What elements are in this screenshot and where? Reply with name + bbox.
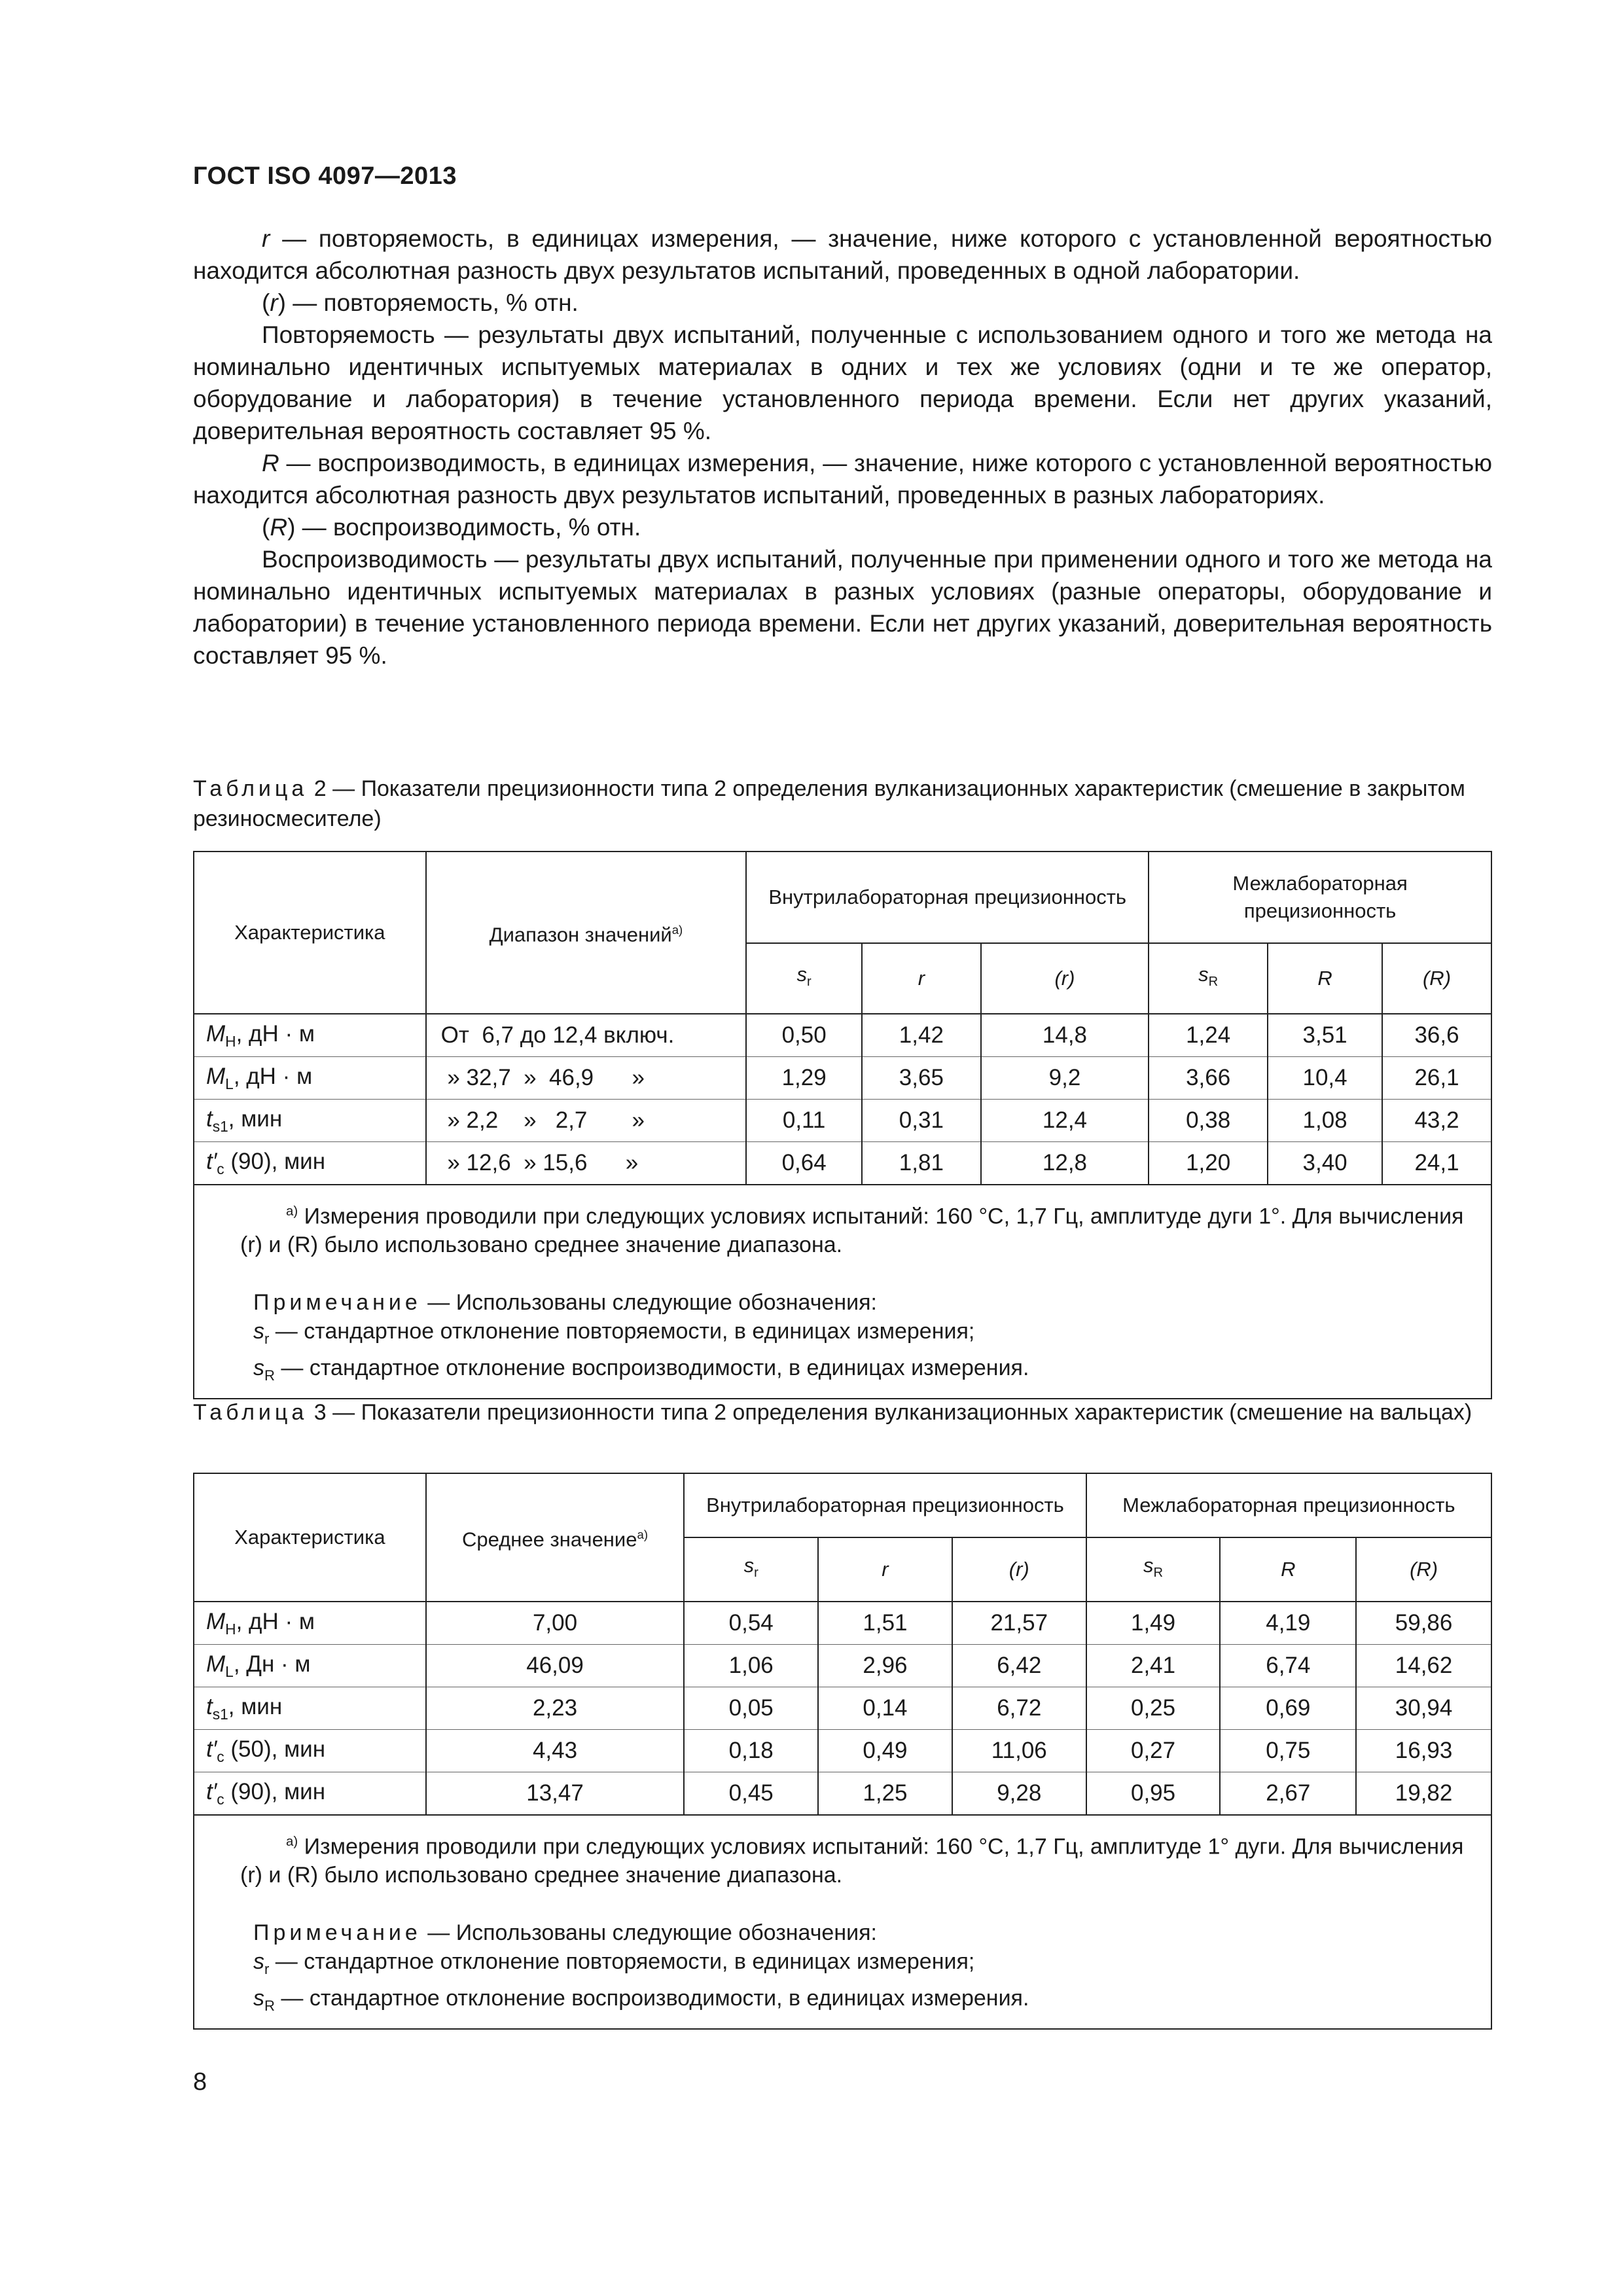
cell-value: 0,69 (1220, 1687, 1356, 1730)
table2-note: Примечание — Использованы следующие обозначения: (253, 1290, 877, 1316)
col-group-intra: Внутрилабораторная прецизионность (684, 1473, 1086, 1537)
col-mean: Среднее значение$^{a)}$ (426, 1473, 685, 1602)
cell-characteristic: $M_L$, дН · м (194, 1057, 426, 1100)
paragraph-repeatability-rel: (r) — повторяемость, % отн. (262, 289, 579, 316)
col-sr: $s_r$ (746, 943, 862, 1014)
cell-value: 19,82 (1356, 1772, 1491, 1816)
cell-value: 11,06 (952, 1730, 1086, 1772)
col-R: R (1220, 1537, 1356, 1602)
table2-notes: $^{a)}$ Измерения проводили при следующих условиях испытаний: 160 °С, 1,7 Гц, амплитуде дуги 1°. Для вычисления (r) и (R) было использовано среднее значение диапазона. Примечание — Использованы следующие обозначения: $s_r$ — стандартное отклонение повторяемости, в единицах измерения; $s_R$ — стандартное отклонение воспроизводимости, в единицах измерения. (194, 1185, 1491, 1399)
col-characteristic: Характеристика (194, 852, 426, 1014)
cell-value: 0,50 (746, 1014, 862, 1057)
paragraph-repeatability: Повторяемость — результаты двух испытаний, полученные с использованием одного и того же метода на номинально идентичных испытуемых материалах в одних и тех же условиях (одни и те же оператор, оборудование и лаборатория) в течение установленного периода времени. Если нет других указаний, доверительная вероятность составляет 95 %. (193, 321, 1492, 444)
cell-value: 6,72 (952, 1687, 1086, 1730)
cell-characteristic: $t'_c$ (90), мин (194, 1142, 426, 1185)
cell-value: 6,42 (952, 1645, 1086, 1687)
cell-value: 43,2 (1382, 1100, 1491, 1142)
cell-characteristic: $M_H$, дН · м (194, 1014, 426, 1057)
cell-characteristic: $t'_c$ (50), мин (194, 1730, 426, 1772)
cell-value: 1,20 (1149, 1142, 1268, 1185)
cell-value: 1,24 (1149, 1014, 1268, 1057)
col-sR: $s_R$ (1086, 1537, 1221, 1602)
col-r: r (862, 943, 981, 1014)
table-row (194, 1014, 1491, 1057)
table-row (194, 1100, 1491, 1142)
cell-value: 12,4 (981, 1100, 1149, 1142)
table-row (194, 1142, 1491, 1185)
cell-value: 0,75 (1220, 1730, 1356, 1772)
cell-mean: 2,23 (426, 1687, 685, 1730)
cell-value: 0,64 (746, 1142, 862, 1185)
cell-value: 3,51 (1268, 1014, 1382, 1057)
cell-value: 2,67 (1220, 1772, 1356, 1816)
cell-value: 14,62 (1356, 1645, 1491, 1687)
paragraph-reproducibility-rel: (R) — воспроизводимость, % отн. (262, 514, 641, 541)
cell-value: 26,1 (1382, 1057, 1491, 1100)
cell-value: 1,81 (862, 1142, 981, 1185)
cell-value: 1,08 (1268, 1100, 1382, 1142)
cell-mean: 13,47 (426, 1772, 685, 1816)
cell-value: 0,38 (1149, 1100, 1268, 1142)
cell-value: 9,2 (981, 1057, 1149, 1100)
cell-value: 3,40 (1268, 1142, 1382, 1185)
cell-value: 6,74 (1220, 1645, 1356, 1687)
cell-value: 0,27 (1086, 1730, 1221, 1772)
cell-value: 0,25 (1086, 1687, 1221, 1730)
cell-range: » 12,6 » 15,6 » (426, 1142, 747, 1185)
table3-notes: $^{a)}$ Измерения проводили при следующих условиях испытаний: 160 °С, 1,7 Гц, амплитуде 1° дуги. Для вычисления (r) и (R) было использовано среднее значение диапазона. Примечание — Использованы следующие обозначения: $s_r$ — стандартное отклонение повторяемости, в единицах измерения; $s_R$ — стандартное отклонение воспроизводимости, в единицах измерения. (194, 1815, 1491, 2029)
cell-characteristic: $M_H$, дН · м (194, 1602, 426, 1645)
cell-value: 2,96 (818, 1645, 952, 1687)
cell-value: 1,06 (684, 1645, 818, 1687)
cell-value: 36,6 (1382, 1014, 1491, 1057)
table-row (194, 1057, 1491, 1100)
cell-characteristic: $t_{s1}$, мин (194, 1687, 426, 1730)
cell-value: 12,8 (981, 1142, 1149, 1185)
col-r-rel: (r) (952, 1537, 1086, 1602)
table-row (194, 1730, 1491, 1772)
cell-value: 0,54 (684, 1602, 818, 1645)
cell-range: » 2,2 » 2,7 » (426, 1100, 747, 1142)
cell-value: 1,42 (862, 1014, 981, 1057)
cell-characteristic: $t_{s1}$, мин (194, 1100, 426, 1142)
cell-mean: 46,09 (426, 1645, 685, 1687)
cell-value: 0,49 (818, 1730, 952, 1772)
cell-value: 0,18 (684, 1730, 818, 1772)
cell-value: 0,14 (818, 1687, 952, 1730)
cell-range: » 32,7 » 46,9 » (426, 1057, 747, 1100)
cell-value: 2,41 (1086, 1645, 1221, 1687)
col-r-rel: (r) (981, 943, 1149, 1014)
col-group-inter: Межлабораторная прецизионность (1086, 1473, 1491, 1537)
table3-note: Примечание — Использованы следующие обозначения: (253, 1920, 877, 1946)
cell-value: 0,31 (862, 1100, 981, 1142)
cell-value: 4,19 (1220, 1602, 1356, 1645)
cell-value: 3,66 (1149, 1057, 1268, 1100)
cell-mean: 7,00 (426, 1602, 685, 1645)
col-sR: $s_R$ (1149, 943, 1268, 1014)
cell-value: 10,4 (1268, 1057, 1382, 1100)
col-R-rel: (R) (1356, 1537, 1491, 1602)
paragraph-reproducibility-def: R — воспроизводимость, в единицах измерения, — значение, ниже которого с установленной вероятностью находится абсолютная разность двух результатов испытаний, проведенных в разных лабораториях. (193, 450, 1492, 509)
table-row (194, 1687, 1491, 1730)
paragraph-reproducibility: Воспроизводимость — результаты двух испытаний, полученные при применении одного и того же метода на номинально идентичных испытуемых материалах в разных условиях (разные операторы, оборудование и лаборатории) в течение установленного периода времени. Если нет других указаний, доверительная вероятность составляет 95 %. (193, 546, 1492, 669)
cell-value: 0,95 (1086, 1772, 1221, 1816)
table-row (194, 1602, 1491, 1645)
cell-value: 1,51 (818, 1602, 952, 1645)
cell-characteristic: $M_L$, Дн · м (194, 1645, 426, 1687)
body-text (193, 223, 1492, 672)
paragraph-repeatability-def: r — повторяемость, в единицах измерения, — значение, ниже которого с установленной вероятностью находится абсолютная разность двух результатов испытаний, проведенных в одной лаборатории. (193, 225, 1492, 284)
cell-value: 1,29 (746, 1057, 862, 1100)
cell-value: 1,49 (1086, 1602, 1221, 1645)
cell-value: 1,25 (818, 1772, 952, 1816)
table-row (194, 1772, 1491, 1816)
table-row (194, 1645, 1491, 1687)
cell-value: 3,65 (862, 1057, 981, 1100)
col-group-inter: Межлабораторная прецизионность (1149, 852, 1491, 943)
col-group-intra: Внутрилабораторная прецизионность (746, 852, 1149, 943)
col-characteristic: Характеристика (194, 1473, 426, 1602)
table2-footnote: $^{a)}$ Измерения проводили при следующих условиях испытаний: 160 °С, 1,7 Гц, амплитуде дуги 1°. Для вычисления (r) и (R) было использовано среднее значение диапазона. (240, 1204, 1464, 1258)
table2-caption: Таблица 2 — Показатели прецизионности типа 2 определения вулканизационных характеристик (смешение в закрытом резиносмесителе) (193, 776, 1465, 831)
table3-footnote: $^{a)}$ Измерения проводили при следующих условиях испытаний: 160 °С, 1,7 Гц, амплитуде 1° дуги. Для вычисления (r) и (R) было использовано среднее значение диапазона. (240, 1834, 1464, 1888)
cell-value: 21,57 (952, 1602, 1086, 1645)
table-3 (193, 1473, 1492, 2030)
cell-characteristic: $t'_c$ (90), мин (194, 1772, 426, 1816)
col-range: Диапазон значений$^{a)}$ (426, 852, 747, 1014)
cell-range: От 6,7 до 12,4 включ. (426, 1014, 747, 1057)
cell-value: 14,8 (981, 1014, 1149, 1057)
cell-value: 0,11 (746, 1100, 862, 1142)
cell-value: 0,05 (684, 1687, 818, 1730)
col-r: r (818, 1537, 952, 1602)
col-R: R (1268, 943, 1382, 1014)
cell-value: 59,86 (1356, 1602, 1491, 1645)
cell-value: 9,28 (952, 1772, 1086, 1816)
col-sr: $s_r$ (684, 1537, 818, 1602)
col-R-rel: (R) (1382, 943, 1491, 1014)
cell-value: 16,93 (1356, 1730, 1491, 1772)
cell-value: 24,1 (1382, 1142, 1491, 1185)
cell-value: 0,45 (684, 1772, 818, 1816)
page-number: 8 (193, 2068, 207, 2096)
table-2 (193, 851, 1492, 1399)
table3-caption: Таблица 3 — Показатели прецизионности типа 2 определения вулканизационных характеристик (смешение на вальцах) (193, 1400, 1472, 1425)
document-header: ГОСТ ISO 4097—2013 (193, 162, 457, 190)
cell-mean: 4,43 (426, 1730, 685, 1772)
cell-value: 30,94 (1356, 1687, 1491, 1730)
